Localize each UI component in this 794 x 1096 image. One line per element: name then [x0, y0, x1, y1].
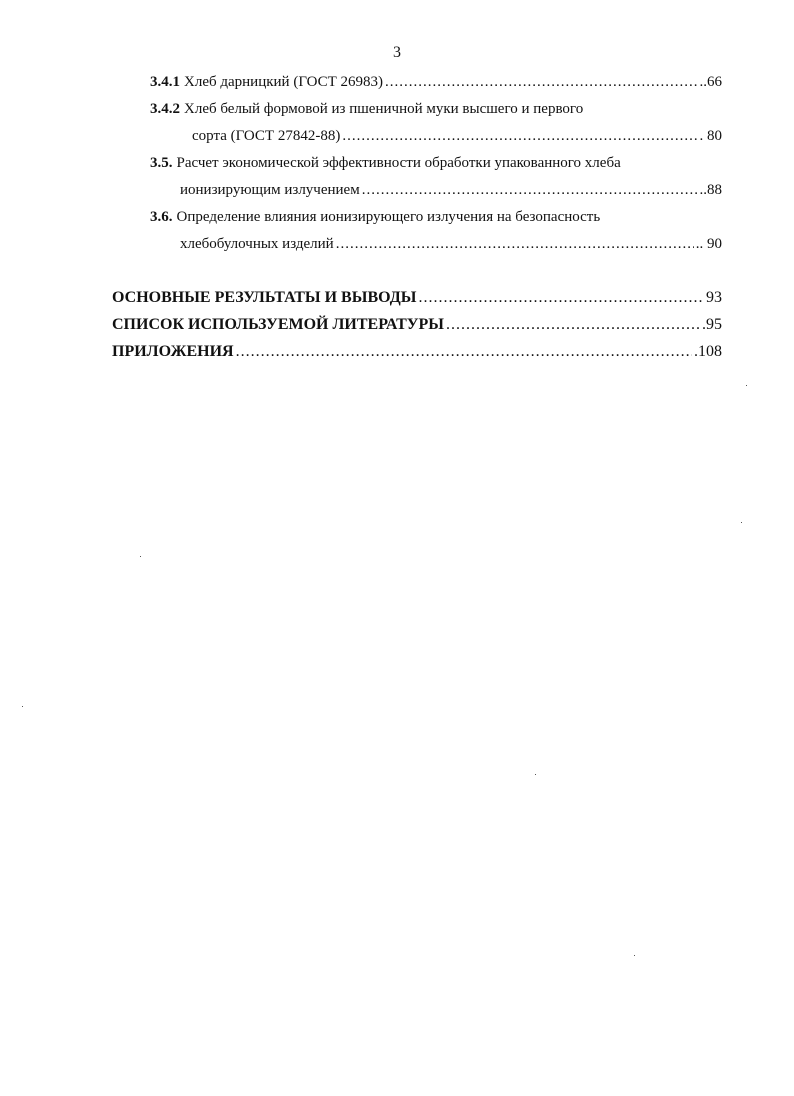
- dot-leader: [446, 315, 700, 335]
- toc-entry-page: ..88: [699, 182, 722, 198]
- toc-entry-title: Определение влияния ионизирующего излучения на безопасность: [176, 209, 601, 225]
- toc-entry-title-continued: ионизирующим излучением: [180, 182, 360, 198]
- scan-speck: [746, 385, 747, 386]
- dot-leader: [342, 126, 697, 146]
- toc-section-page: .108: [694, 343, 722, 360]
- toc-entry-page: . 80: [699, 128, 722, 144]
- toc-section-appendices: [112, 342, 722, 362]
- toc-entry-3-5-line1: [150, 153, 621, 173]
- toc-section-title: ПРИЛОЖЕНИЯ: [112, 343, 234, 360]
- toc-entry-title: Хлеб дарницкий (ГОСТ 26983): [184, 74, 384, 90]
- page-number: 3: [393, 44, 401, 61]
- toc-entry-3-4-2-line1: [150, 99, 583, 119]
- toc-entry-number: 3.5.: [150, 155, 173, 171]
- scan-speck: [634, 955, 635, 956]
- dot-leader: [418, 288, 704, 308]
- toc-section-page: .95: [702, 316, 722, 333]
- toc-entry-title: Хлеб белый формовой из пшеничной муки высшего и первого: [184, 101, 584, 117]
- scan-speck: [535, 774, 536, 775]
- toc-section-title: СПИСОК ИСПОЛЬЗУЕМОЙ ЛИТЕРАТУРЫ: [112, 316, 444, 333]
- scan-speck: [22, 706, 23, 707]
- toc-entry-number: 3.4.2: [150, 101, 180, 117]
- toc-entry-title: Расчет экономической эффективности обработки упакованного хлеба: [176, 155, 621, 171]
- dot-leader: [362, 180, 698, 200]
- toc-entry-number: 3.6.: [150, 209, 173, 225]
- dot-leader: [336, 234, 694, 254]
- toc-entry-3-5-line2: [180, 180, 722, 200]
- toc-section-title: ОСНОВНЫЕ РЕЗУЛЬТАТЫ И ВЫВОДЫ: [112, 289, 417, 306]
- toc-entry-title-continued: сорта (ГОСТ 27842-88): [192, 128, 341, 144]
- toc-entry-3-4-1: [150, 72, 722, 92]
- toc-entry-page: ..66: [699, 74, 722, 90]
- toc-entry-3-6-line2: [180, 234, 722, 254]
- toc-entry-3-4-2-line2: [192, 126, 722, 146]
- toc-entry-number: 3.4.1: [150, 74, 180, 90]
- toc-entry-3-6-line1: [150, 207, 600, 227]
- scan-speck: [741, 522, 742, 523]
- toc-entry-page: .. 90: [695, 236, 722, 252]
- dot-leader: [236, 342, 692, 362]
- toc-section-references: [112, 315, 722, 335]
- toc-entry-title-continued: хлебобулочных изделий: [180, 236, 334, 252]
- scan-speck: [140, 556, 141, 557]
- dot-leader: [385, 72, 697, 92]
- toc-section-results: [112, 288, 722, 308]
- toc-section-page: 93: [706, 289, 722, 306]
